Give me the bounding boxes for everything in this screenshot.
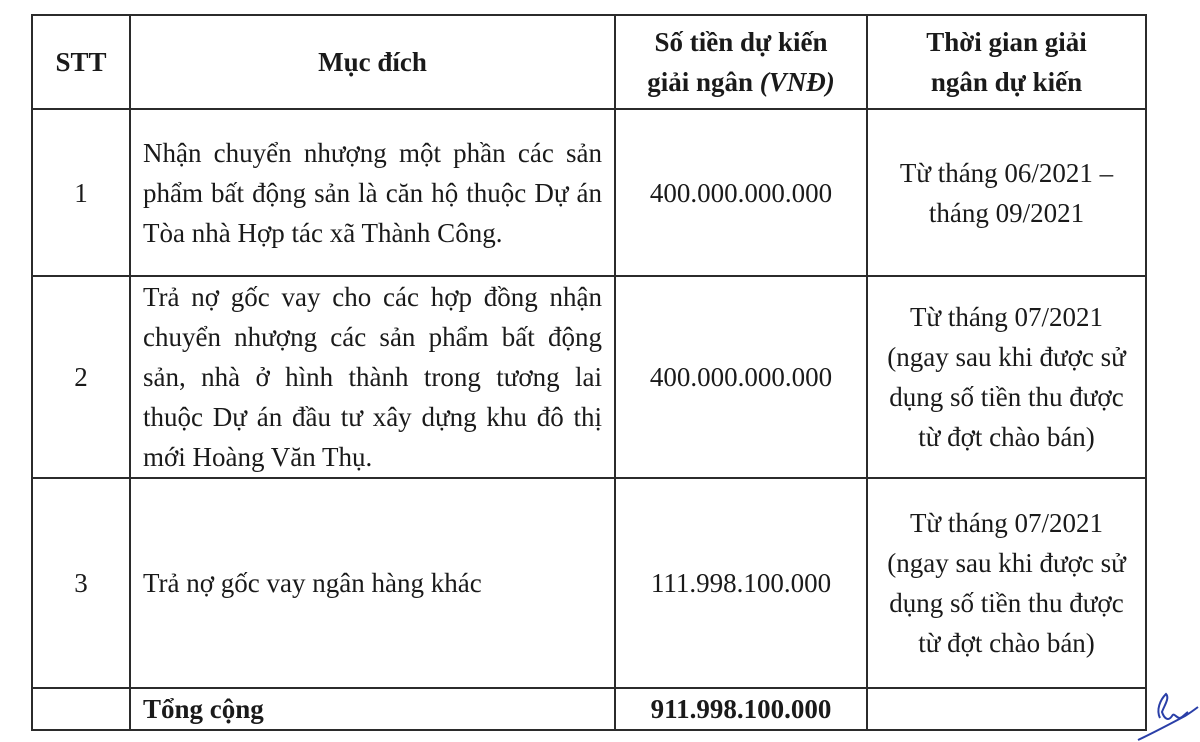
header-amount-unit: (VNĐ) — [759, 67, 835, 97]
cell-time: Từ tháng 06/2021 – tháng 09/2021 — [867, 109, 1146, 276]
total-row — [32, 688, 1146, 730]
cell-purpose: Nhận chuyển nhượng một phần các sản phẩm bất động sản là căn hộ thuộc Dự án Tòa nhà Hợp tác xã Thành Công. — [130, 109, 615, 276]
cell-amount: 111.998.100.000 — [615, 478, 867, 688]
table-row — [32, 478, 1146, 688]
total-amount: 911.998.100.000 — [615, 688, 867, 730]
cell-amount: 400.000.000.000 — [615, 276, 867, 478]
total-label: Tổng cộng — [130, 688, 615, 730]
cell-amount: 400.000.000.000 — [615, 109, 867, 276]
header-amount-line2: giải ngân — [647, 67, 754, 97]
cell-purpose: Trả nợ gốc vay cho các hợp đồng nhận chuyển nhượng các sản phẩm bất động sản, nhà ở hình thành trong tương lai thuộc Dự án đầu tư xây dựng khu đô thị mới Hoàng Văn Thụ. — [130, 276, 615, 478]
header-time — [867, 15, 1146, 109]
cell-stt: 1 — [32, 109, 130, 276]
cell-purpose: Trả nợ gốc vay ngân hàng khác — [130, 478, 615, 688]
cell-stt: 2 — [32, 276, 130, 478]
table-row — [32, 276, 1146, 478]
header-time-line1: Thời gian giải — [926, 27, 1087, 57]
table-row — [32, 109, 1146, 276]
header-amount-line1: Số tiền dự kiến — [654, 27, 828, 57]
disbursement-table — [31, 14, 1147, 731]
cell-time: Từ tháng 07/2021 (ngay sau khi được sử dụng số tiền thu được từ đợt chào bán) — [867, 478, 1146, 688]
header-time-line2: ngân dự kiến — [930, 67, 1083, 97]
signature-icon — [1130, 688, 1200, 742]
total-time — [867, 688, 1146, 730]
table-header-row — [32, 15, 1146, 109]
cell-time: Từ tháng 07/2021 (ngay sau khi được sử dụng số tiền thu được từ đợt chào bán) — [867, 276, 1146, 478]
header-stt: STT — [32, 15, 130, 109]
header-purpose: Mục đích — [130, 15, 615, 109]
cell-stt: 3 — [32, 478, 130, 688]
header-amount — [615, 15, 867, 109]
cell-total-stt — [32, 688, 130, 730]
